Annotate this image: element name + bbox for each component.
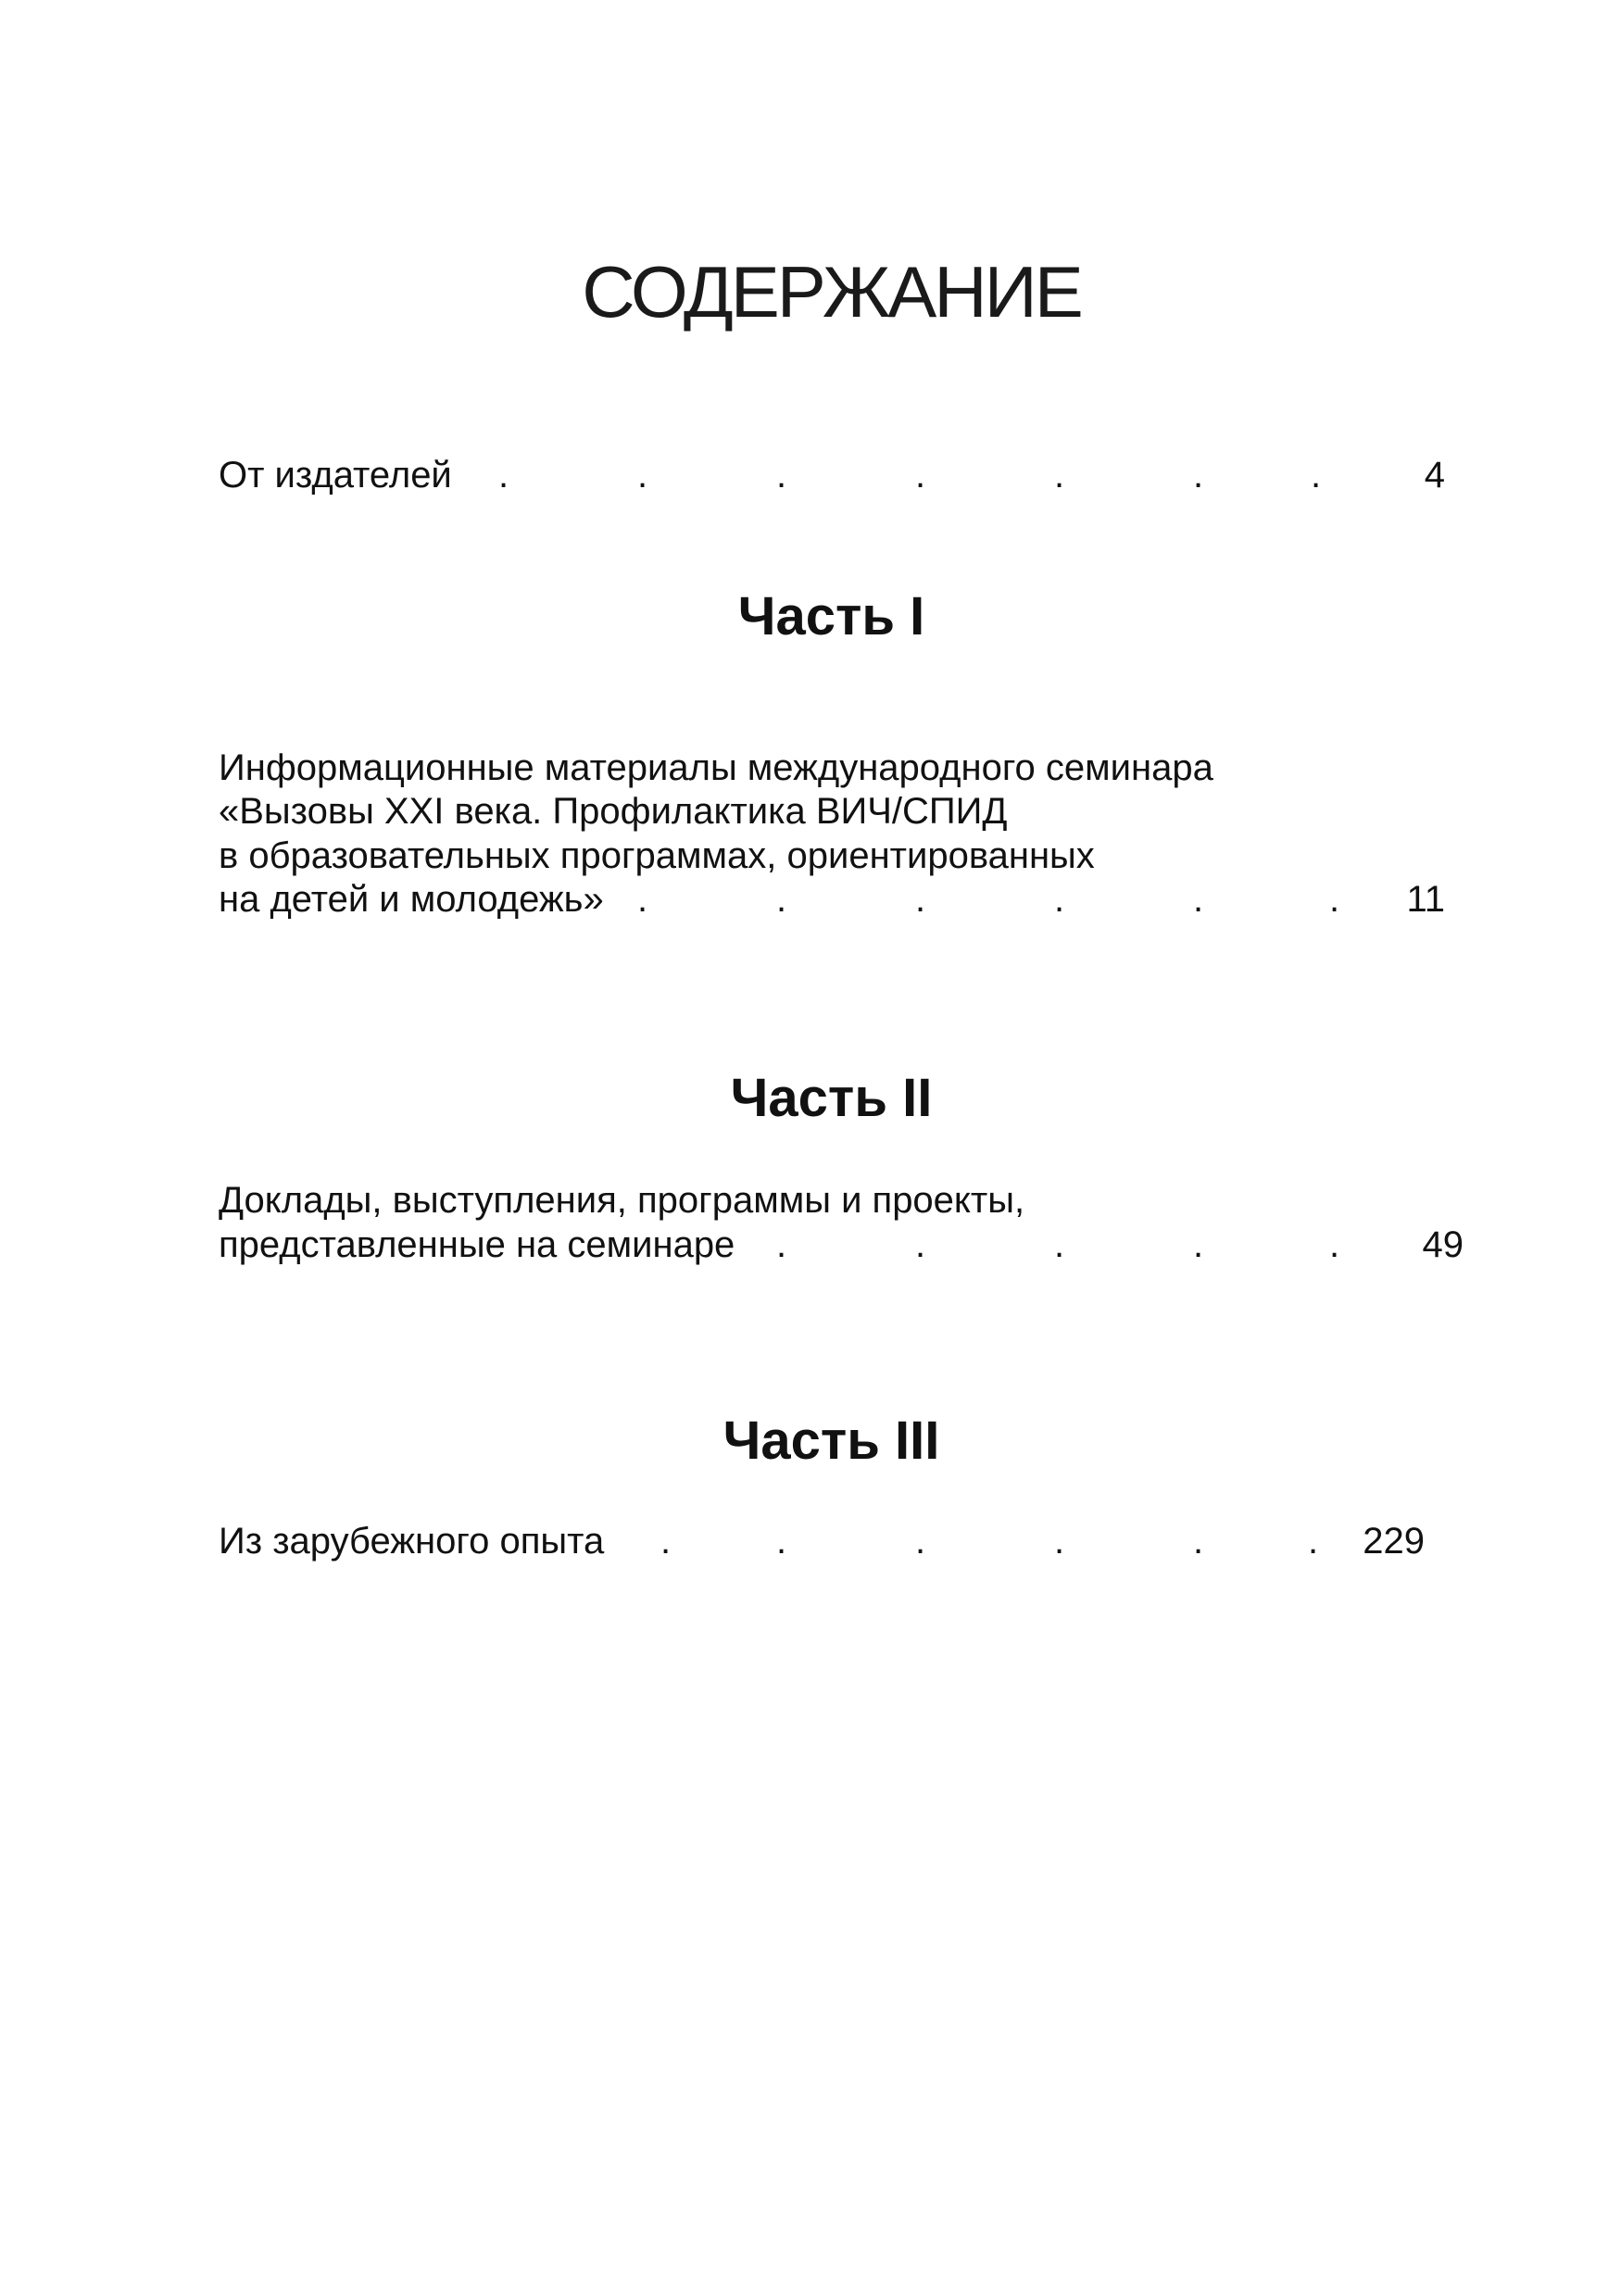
toc-entry-text: в образовательных программах, ориентированных bbox=[219, 835, 1095, 876]
leader-dot: . bbox=[915, 1521, 926, 1562]
leader-dot: . bbox=[1311, 455, 1322, 496]
leader-dot: . bbox=[1193, 1224, 1204, 1265]
toc-entry-text: Из зарубежного опыта bbox=[219, 1521, 605, 1562]
leader-dot: . bbox=[498, 455, 509, 496]
leader-dot: . bbox=[776, 1521, 787, 1562]
leader-dot: . bbox=[1054, 1521, 1065, 1562]
leader-dot: . bbox=[1054, 879, 1065, 920]
leader-dot: . bbox=[1329, 1224, 1340, 1265]
leader-dot: . bbox=[1308, 1521, 1319, 1562]
toc-entry-text: От издателей bbox=[219, 455, 452, 496]
leader-dot: . bbox=[660, 1521, 672, 1562]
leader-dot: . bbox=[776, 879, 787, 920]
toc-entry-text: представленные на семинаре bbox=[219, 1224, 735, 1265]
leader-dot: . bbox=[1193, 455, 1204, 496]
leader-dot: . bbox=[1193, 879, 1204, 920]
page-number: 49 bbox=[1422, 1224, 1464, 1265]
toc-entry-text: на детей и молодежь» bbox=[219, 879, 604, 920]
page-number: 229 bbox=[1363, 1521, 1425, 1562]
toc-entry-text: Информационные материалы международного семинара bbox=[219, 747, 1213, 788]
leader-dot: . bbox=[1329, 879, 1340, 920]
page-number: 11 bbox=[1406, 879, 1445, 920]
leader-dot: . bbox=[637, 879, 648, 920]
leader-dot: . bbox=[1054, 455, 1065, 496]
leader-dot: . bbox=[776, 1224, 787, 1265]
leader-dot: . bbox=[915, 455, 926, 496]
leader-dot: . bbox=[915, 879, 926, 920]
toc-entry-text: Доклады, выступления, программы и проекты, bbox=[219, 1180, 1025, 1221]
part-heading-2: Часть II bbox=[730, 1068, 933, 1128]
part-heading-1: Часть I bbox=[737, 586, 925, 646]
leader-dot: . bbox=[637, 455, 648, 496]
leader-dot: . bbox=[915, 1224, 926, 1265]
page-title: СОДЕРЖАНИЕ bbox=[582, 251, 1081, 332]
leader-dot: . bbox=[776, 455, 787, 496]
page-number: 4 bbox=[1424, 455, 1445, 496]
leader-dot: . bbox=[1193, 1521, 1204, 1562]
leader-dot: . bbox=[1054, 1224, 1065, 1265]
part-heading-3: Часть III bbox=[723, 1411, 940, 1471]
toc-entry-text: «Вызовы XXI века. Профилактика ВИЧ/СПИД bbox=[219, 791, 1008, 832]
